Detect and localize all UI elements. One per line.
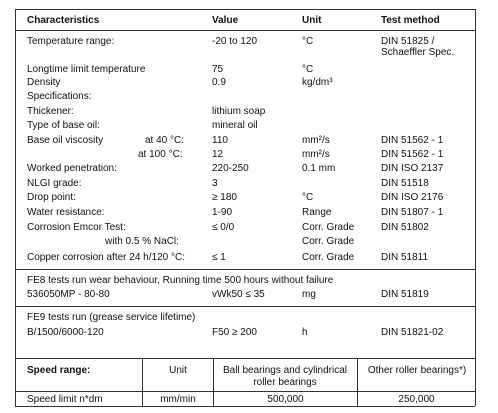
row-label: Temperature range:: [27, 36, 115, 47]
row-value: 0.9: [212, 77, 226, 88]
table-bottom-border: [15, 406, 475, 407]
row-unit: Corr. Grade: [302, 236, 355, 247]
row-test-continued: Schaeffler Spec.: [381, 47, 455, 58]
header-divider: [15, 30, 475, 31]
row-test: DIN 51802: [381, 222, 429, 233]
fe9-test: DIN 51821-02: [381, 327, 444, 338]
speed-header-divider: [15, 391, 475, 392]
row-test: DIN 51562 - 1: [381, 135, 444, 146]
fe9-label: B/1500/6000-120: [27, 327, 104, 338]
row-unit: °C: [302, 192, 314, 203]
row-unit: mm²/s: [302, 149, 330, 160]
row-sublabel: at 100 °C:: [138, 149, 183, 160]
row-test: DIN 51811: [381, 252, 429, 263]
row-label: Base oil viscosity: [27, 135, 104, 146]
fe9-top-divider: [15, 306, 475, 307]
fe8-test: DIN 51819: [381, 289, 429, 300]
row-value: lithium soap: [212, 106, 266, 117]
fe9-title: FE9 tests run (grease service lifetime): [27, 312, 196, 323]
table-right-border: [475, 9, 476, 406]
fe8-title: FE8 tests run wear behaviour, Running time 500 hours without failure: [27, 275, 334, 286]
row-label: Drop point:: [27, 192, 76, 203]
row-value: 12: [212, 149, 224, 160]
fe8-unit: mg: [302, 289, 316, 300]
speed-top-divider: [15, 358, 475, 359]
row-value: ≤ 0/0: [212, 222, 235, 233]
header-test-method: Test method: [381, 15, 440, 26]
row-unit: Corr. Grade: [302, 222, 355, 233]
row-test: DIN ISO 2137: [381, 163, 444, 174]
header-characteristics: Characteristics: [27, 15, 100, 26]
row-value: ≤ 1: [212, 252, 226, 263]
speed-header-unit: Unit: [169, 365, 187, 376]
row-test: DIN 51518: [381, 178, 429, 189]
row-unit: °C: [302, 36, 314, 47]
row-test: DIN 51825 /: [381, 36, 435, 47]
fe9-value: F50 ≥ 200: [212, 327, 257, 338]
row-unit: mm²/s: [302, 135, 330, 146]
row-unit: °C: [302, 64, 314, 75]
row-test: DIN 51807 - 1: [381, 207, 444, 218]
fe8-value: vWk50 ≤ 35: [212, 289, 265, 300]
row-value: 1-90: [212, 207, 233, 218]
header-value: Value: [212, 15, 239, 26]
row-unit: Range: [302, 207, 332, 218]
speed-header-other-bearings: Other roller bearings*): [367, 365, 467, 376]
row-sublabel: with 0.5 % NaCl:: [105, 236, 179, 247]
row-label: Corrosion Emcor Test:: [27, 222, 126, 233]
speed-header-label: Speed range:: [27, 365, 91, 376]
row-unit: Corr. Grade: [302, 252, 355, 263]
table-top-border: [15, 9, 475, 10]
header-unit: Unit: [302, 15, 322, 26]
speed-row-unit: mm/min: [160, 394, 196, 405]
row-label: Copper corrosion after 24 h/120 °C:: [27, 252, 185, 263]
row-value: 220-250: [212, 163, 249, 174]
fe8-label: 536050MP - 80-80: [27, 289, 110, 300]
row-unit: kg/dm³: [302, 77, 333, 88]
fe8-top-divider: [15, 269, 475, 270]
speed-row-other-value: 250,000: [398, 394, 435, 405]
row-label: Density: [27, 77, 61, 88]
row-label: Thickener:: [27, 106, 74, 117]
speed-row-label: Speed limit n*dm: [27, 394, 103, 405]
fe9-unit: h: [302, 327, 308, 338]
row-test: DIN 51562 - 1: [381, 149, 444, 160]
row-value: 3: [212, 178, 218, 189]
table-left-border: [15, 9, 16, 406]
speed-row-ball-value: 500,000: [267, 394, 304, 405]
row-unit: 0.1 mm: [302, 163, 336, 174]
row-sublabel: at 40 °C:: [145, 135, 185, 146]
row-value: 75: [212, 64, 224, 75]
speed-header-ball-bearings: Ball bearings and cylindrical roller bearings: [223, 365, 347, 388]
row-value: -20 to 120: [212, 36, 258, 47]
row-test: DIN ISO 2176: [381, 192, 444, 203]
row-label: Worked penetration:: [27, 163, 117, 174]
row-value: ≥ 180: [212, 192, 237, 203]
row-label: Water resistance:: [27, 207, 105, 218]
row-value: mineral oil: [212, 120, 258, 131]
row-label: Longtime limit temperature: [27, 64, 146, 75]
row-label: Type of base oil:: [27, 120, 100, 131]
row-label: NLGI grade:: [27, 178, 82, 189]
row-value: 110: [212, 135, 228, 146]
row-label: Specifications:: [27, 91, 92, 102]
